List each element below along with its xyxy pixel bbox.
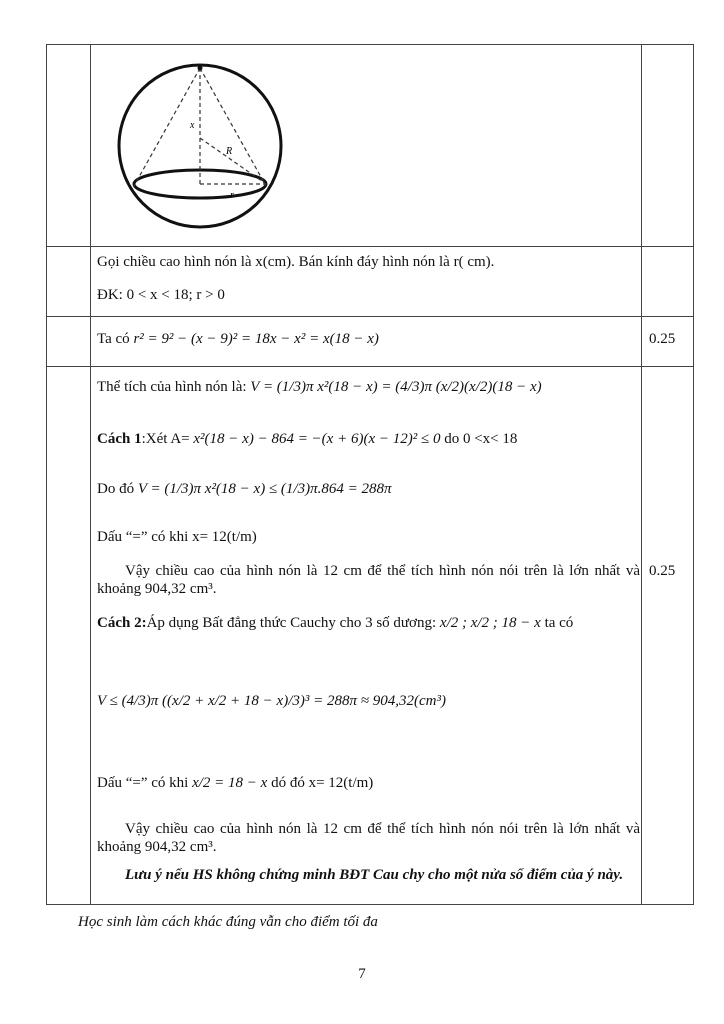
label-R: R <box>226 146 233 157</box>
label-x: x <box>190 120 195 131</box>
table-border-bottom <box>46 904 694 905</box>
r-squared-prefix: Ta có <box>97 331 134 347</box>
column-divider-1 <box>90 44 91 905</box>
method1-condition: do 0 <x< 18 <box>440 431 518 447</box>
def-line-2: ĐK: 0 < x < 18; r > 0 <box>97 287 225 303</box>
row-divider-2 <box>46 316 694 317</box>
r-squared-line <box>97 330 379 348</box>
equality-line-1: Dấu “=” có khi x= 12(t/m) <box>97 529 257 545</box>
column-divider-2 <box>641 44 642 905</box>
method2-terms: x/2 ; x/2 ; 18 − x <box>439 615 541 631</box>
therefore-formula: V = (1/3)π x²(18 − x) ≤ (1/3)π.864 = 288π <box>137 481 392 497</box>
def-line-1: Gọi chiều cao hình nón là x(cm). Bán kính đáy hình nón là r( cm). <box>97 254 495 270</box>
method1-formula: x²(18 − x) − 864 = −(x + 6)(x − 12)² ≤ 0 <box>193 431 441 447</box>
grading-note: Lưu ý nếu HS không chứng minh BĐT Cau chy cho một nửa số điểm của ý này. <box>125 867 624 883</box>
score-r2: 0.25 <box>649 331 676 347</box>
volume-line <box>97 378 542 396</box>
method1-line <box>97 430 517 448</box>
table-border-right <box>693 44 694 905</box>
method2-suffix: ta có <box>540 615 574 631</box>
method2-line <box>97 614 573 632</box>
volume-label: Thể tích của hình nón là: <box>97 379 251 395</box>
table-border-top <box>46 44 694 45</box>
label-r: r <box>230 190 234 201</box>
conclusion-1: Vậy chiều cao của hình nón là 12 cm để thể tích hình nón nói trên là lớn nhất và khoảng 904,32 cm³. <box>97 563 640 597</box>
score-main: 0.25 <box>649 563 676 579</box>
equality2-suffix: dó đó x= 12(t/m) <box>267 775 374 791</box>
cone-apex <box>198 66 203 71</box>
therefore-line <box>97 480 392 498</box>
answer-table <box>46 44 694 905</box>
row-divider-3 <box>46 366 694 367</box>
radius-R <box>200 138 266 184</box>
table-border-left <box>46 44 47 905</box>
row-divider-1 <box>46 246 694 247</box>
conclusion-2: Vậy chiều cao của hình nón là 12 cm để thể tích hình nón nói trên là lớn nhất và khoảng 904,32 cm³. <box>97 821 640 855</box>
equality-line-2 <box>97 774 373 792</box>
method1-title: Cách 1 <box>97 431 142 447</box>
volume-formula: V = (1/3)π x²(18 − x) = (4/3)π (x/2)(x/2)(18 − x) <box>250 379 542 395</box>
therefore-label: Do đó <box>97 481 138 497</box>
sphere-cone-diagram <box>116 58 286 238</box>
equality2-formula: x/2 = 18 − x <box>192 775 268 791</box>
page-number: 7 <box>358 966 366 982</box>
equality2-prefix: Dấu “=” có khi <box>97 775 193 791</box>
method2-title: Cách 2: <box>97 615 147 631</box>
r-squared-formula: r² = 9² − (x − 9)² = 18x − x² = x(18 − x) <box>133 331 379 347</box>
footer-note: Học sinh làm cách khác đúng vẫn cho điểm tối đa <box>78 914 378 930</box>
method1-text: :Xét A= <box>141 431 194 447</box>
method2-text: Áp dụng Bất đẳng thức Cauchy cho 3 số dương: <box>146 615 440 631</box>
cauchy-inequality: V ≤ (4/3)π ((x/2 + x/2 + 18 − x)/3)³ = 288π ≈ 904,32(cm³) <box>97 693 446 709</box>
